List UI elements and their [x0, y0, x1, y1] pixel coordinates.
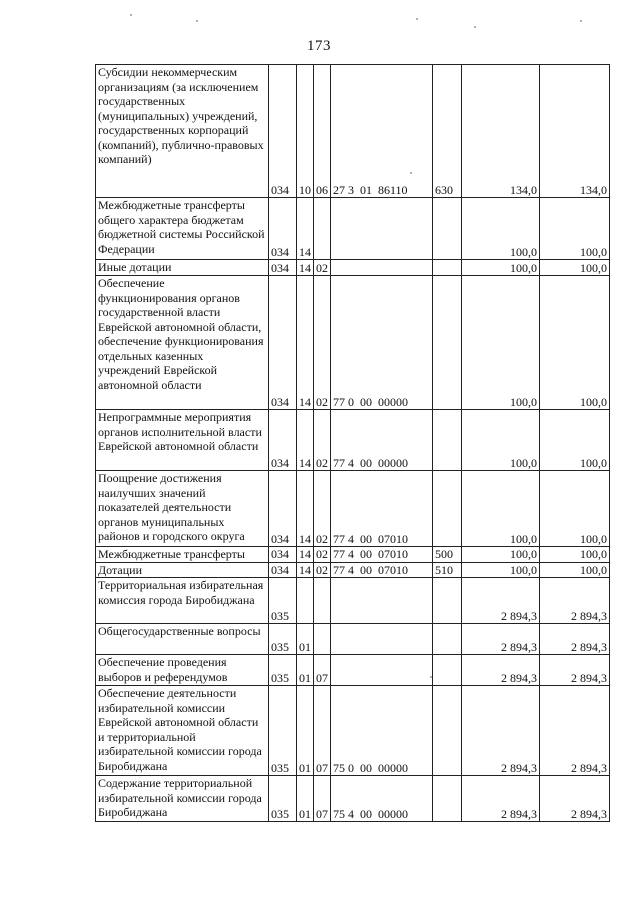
- scan-speck: [196, 20, 198, 22]
- sum2-cell: 2 894,3: [540, 655, 610, 686]
- rz-cell: 14: [297, 562, 314, 578]
- csr-cell: [331, 578, 433, 624]
- grbs-cell: 034: [269, 65, 297, 198]
- row-name-cell: [96, 410, 269, 471]
- vr-cell: 500: [433, 547, 462, 563]
- rz-cell: 01: [297, 655, 314, 686]
- sum2-cell: 100,0: [540, 260, 610, 276]
- row-name: Обеспечение деятельности избирательной комиссии Еврейской автономной области и территориальной избирательной комиссии города Биробиджана: [98, 686, 262, 773]
- row-name: Межбюджетные трансферты общего характера бюджетам бюджетной системы Российской Федерации: [98, 198, 265, 256]
- csr-cell: [331, 65, 433, 198]
- sum1-cell: 2 894,3: [462, 776, 540, 822]
- pr-cell: 02: [314, 410, 331, 471]
- pr-cell: 02: [314, 471, 331, 547]
- grbs-cell: 034: [269, 547, 297, 563]
- grbs-cell: 035: [269, 655, 297, 686]
- row-name-cell: [96, 624, 269, 655]
- sum1-cell: 100,0: [462, 562, 540, 578]
- csr-code: 77 4 00 00000: [333, 455, 408, 470]
- rz-cell: 01: [297, 686, 314, 776]
- rz-cell: 01: [297, 776, 314, 822]
- rz-cell: [297, 578, 314, 624]
- grbs-cell: 034: [269, 562, 297, 578]
- csr-code: 27 3 01 86110: [333, 182, 408, 197]
- table-row: [96, 471, 610, 547]
- row-name-cell: [96, 65, 269, 198]
- sum1-cell: 2 894,3: [462, 578, 540, 624]
- scan-speck: [416, 18, 418, 20]
- row-name-cell: [96, 562, 269, 578]
- sum2-cell: 134,0: [540, 65, 610, 198]
- pr-cell: 02: [314, 260, 331, 276]
- csr-cell: [331, 776, 433, 822]
- pr-cell: 07: [314, 686, 331, 776]
- row-name: Территориальная избирательная комиссия города Биробиджана: [98, 578, 264, 607]
- pr-cell: 06: [314, 65, 331, 198]
- sum1-cell: 100,0: [462, 260, 540, 276]
- row-name-cell: [96, 776, 269, 822]
- grbs-cell: 035: [269, 578, 297, 624]
- csr-cell: [331, 624, 433, 655]
- row-name: Общегосударственные вопросы: [98, 624, 261, 638]
- sum1-cell: 100,0: [462, 471, 540, 547]
- vr-cell: 510: [433, 562, 462, 578]
- csr-code: 77 0 00 00000: [333, 394, 408, 409]
- grbs-cell: 034: [269, 260, 297, 276]
- sum2-cell: 2 894,3: [540, 624, 610, 655]
- sum1-cell: 100,0: [462, 276, 540, 410]
- csr-code: 75 0 00 00000: [333, 760, 408, 775]
- sum1-cell: 2 894,3: [462, 624, 540, 655]
- vr-cell: 630: [433, 65, 462, 198]
- table-row: [96, 686, 610, 776]
- grbs-cell: 035: [269, 776, 297, 822]
- table-row: [96, 624, 610, 655]
- row-name: Иные дотации: [98, 260, 172, 274]
- grbs-cell: 034: [269, 198, 297, 260]
- table-row: [96, 260, 610, 276]
- sum1-cell: 2 894,3: [462, 655, 540, 686]
- sum1-cell: 2 894,3: [462, 686, 540, 776]
- pr-cell: 07: [314, 655, 331, 686]
- scan-speck: [580, 20, 582, 22]
- row-name-cell: [96, 686, 269, 776]
- csr-cell: [331, 655, 433, 686]
- csr-cell: [331, 562, 433, 578]
- csr-cell: [331, 686, 433, 776]
- sum1-cell: 100,0: [462, 547, 540, 563]
- rz-cell: 14: [297, 260, 314, 276]
- sum2-cell: 100,0: [540, 471, 610, 547]
- pr-cell: [314, 198, 331, 260]
- row-name: Содержание территориальной избирательной комиссии города Биробиджана: [98, 776, 262, 819]
- vr-cell: [433, 410, 462, 471]
- table-row: [96, 655, 610, 686]
- row-name: Субсидии некоммерческим организациям (за исключением государственных (муниципальных) учреждений, государственных корпораций (компаний), публично-правовых компаний): [98, 65, 264, 166]
- sum2-cell: 2 894,3: [540, 578, 610, 624]
- grbs-cell: 034: [269, 276, 297, 410]
- budget-table: [95, 64, 610, 822]
- rz-cell: 14: [297, 198, 314, 260]
- pr-cell: 07: [314, 776, 331, 822]
- vr-cell: [433, 578, 462, 624]
- rz-cell: 10: [297, 65, 314, 198]
- scan-speck: [410, 172, 412, 174]
- table-row: [96, 776, 610, 822]
- scan-speck: [130, 14, 132, 16]
- pr-cell: 02: [314, 276, 331, 410]
- csr-cell: [331, 410, 433, 471]
- table-row: [96, 65, 610, 198]
- rz-cell: 14: [297, 547, 314, 563]
- pr-cell: 02: [314, 562, 331, 578]
- rz-cell: 01: [297, 624, 314, 655]
- vr-cell: [433, 260, 462, 276]
- row-name-cell: [96, 276, 269, 410]
- grbs-cell: 034: [269, 471, 297, 547]
- csr-cell: [331, 198, 433, 260]
- sum2-cell: 100,0: [540, 198, 610, 260]
- table-row: [96, 410, 610, 471]
- page-number: 173: [307, 38, 331, 54]
- csr-cell: [331, 471, 433, 547]
- vr-cell: [433, 655, 462, 686]
- vr-cell: [433, 198, 462, 260]
- rz-cell: 14: [297, 410, 314, 471]
- row-name: Поощрение достижения наилучших значений показателей деятельности органов муниципальных районов и городского округа: [98, 471, 245, 543]
- table-row: [96, 198, 610, 260]
- vr-cell: [433, 776, 462, 822]
- sum2-cell: 100,0: [540, 410, 610, 471]
- grbs-cell: 035: [269, 686, 297, 776]
- csr-code: 77 4 00 07010: [333, 562, 408, 577]
- sum2-cell: 100,0: [540, 562, 610, 578]
- table-row: [96, 547, 610, 563]
- row-name-cell: [96, 198, 269, 260]
- pr-cell: 02: [314, 547, 331, 563]
- csr-cell: [331, 547, 433, 563]
- grbs-cell: 034: [269, 410, 297, 471]
- table-row: [96, 276, 610, 410]
- row-name-cell: [96, 578, 269, 624]
- sum2-cell: 2 894,3: [540, 686, 610, 776]
- row-name-cell: [96, 655, 269, 686]
- scan-speck: [474, 26, 476, 28]
- csr-cell: [331, 260, 433, 276]
- row-name-cell: [96, 260, 269, 276]
- row-name: Непрограммные мероприятия органов исполнительной власти Еврейской автономной области: [98, 410, 262, 453]
- vr-cell: [433, 471, 462, 547]
- vr-cell: [433, 624, 462, 655]
- pr-cell: [314, 578, 331, 624]
- sum2-cell: 2 894,3: [540, 776, 610, 822]
- sum1-cell: 134,0: [462, 65, 540, 198]
- grbs-cell: 035: [269, 624, 297, 655]
- row-name: Обеспечение проведения выборов и референдумов: [98, 655, 228, 684]
- csr-code: 77 4 00 07010: [333, 531, 408, 546]
- rz-cell: 14: [297, 276, 314, 410]
- csr-code: 77 4 00 07010: [333, 547, 408, 561]
- pr-cell: [314, 624, 331, 655]
- table-row: [96, 578, 610, 624]
- sum2-cell: 100,0: [540, 276, 610, 410]
- budget-table-body: [96, 65, 610, 822]
- vr-cell: [433, 276, 462, 410]
- row-name: Обеспечение функционирования органов государственной власти Еврейской автономной области, обеспечение функционирования отдельных казенных учреждений Еврейской автономной области: [98, 276, 264, 392]
- table-row: [96, 562, 610, 578]
- sum1-cell: 100,0: [462, 410, 540, 471]
- csr-code: 75 4 00 00000: [333, 806, 408, 821]
- rz-cell: 14: [297, 471, 314, 547]
- csr-cell: [331, 276, 433, 410]
- sum2-cell: 100,0: [540, 547, 610, 563]
- row-name: Дотации: [98, 562, 143, 577]
- vr-cell: [433, 686, 462, 776]
- sum1-cell: 100,0: [462, 198, 540, 260]
- row-name: Межбюджетные трансферты: [98, 547, 245, 561]
- row-name-cell: [96, 547, 269, 563]
- row-name-cell: [96, 471, 269, 547]
- scan-speck: [430, 676, 432, 678]
